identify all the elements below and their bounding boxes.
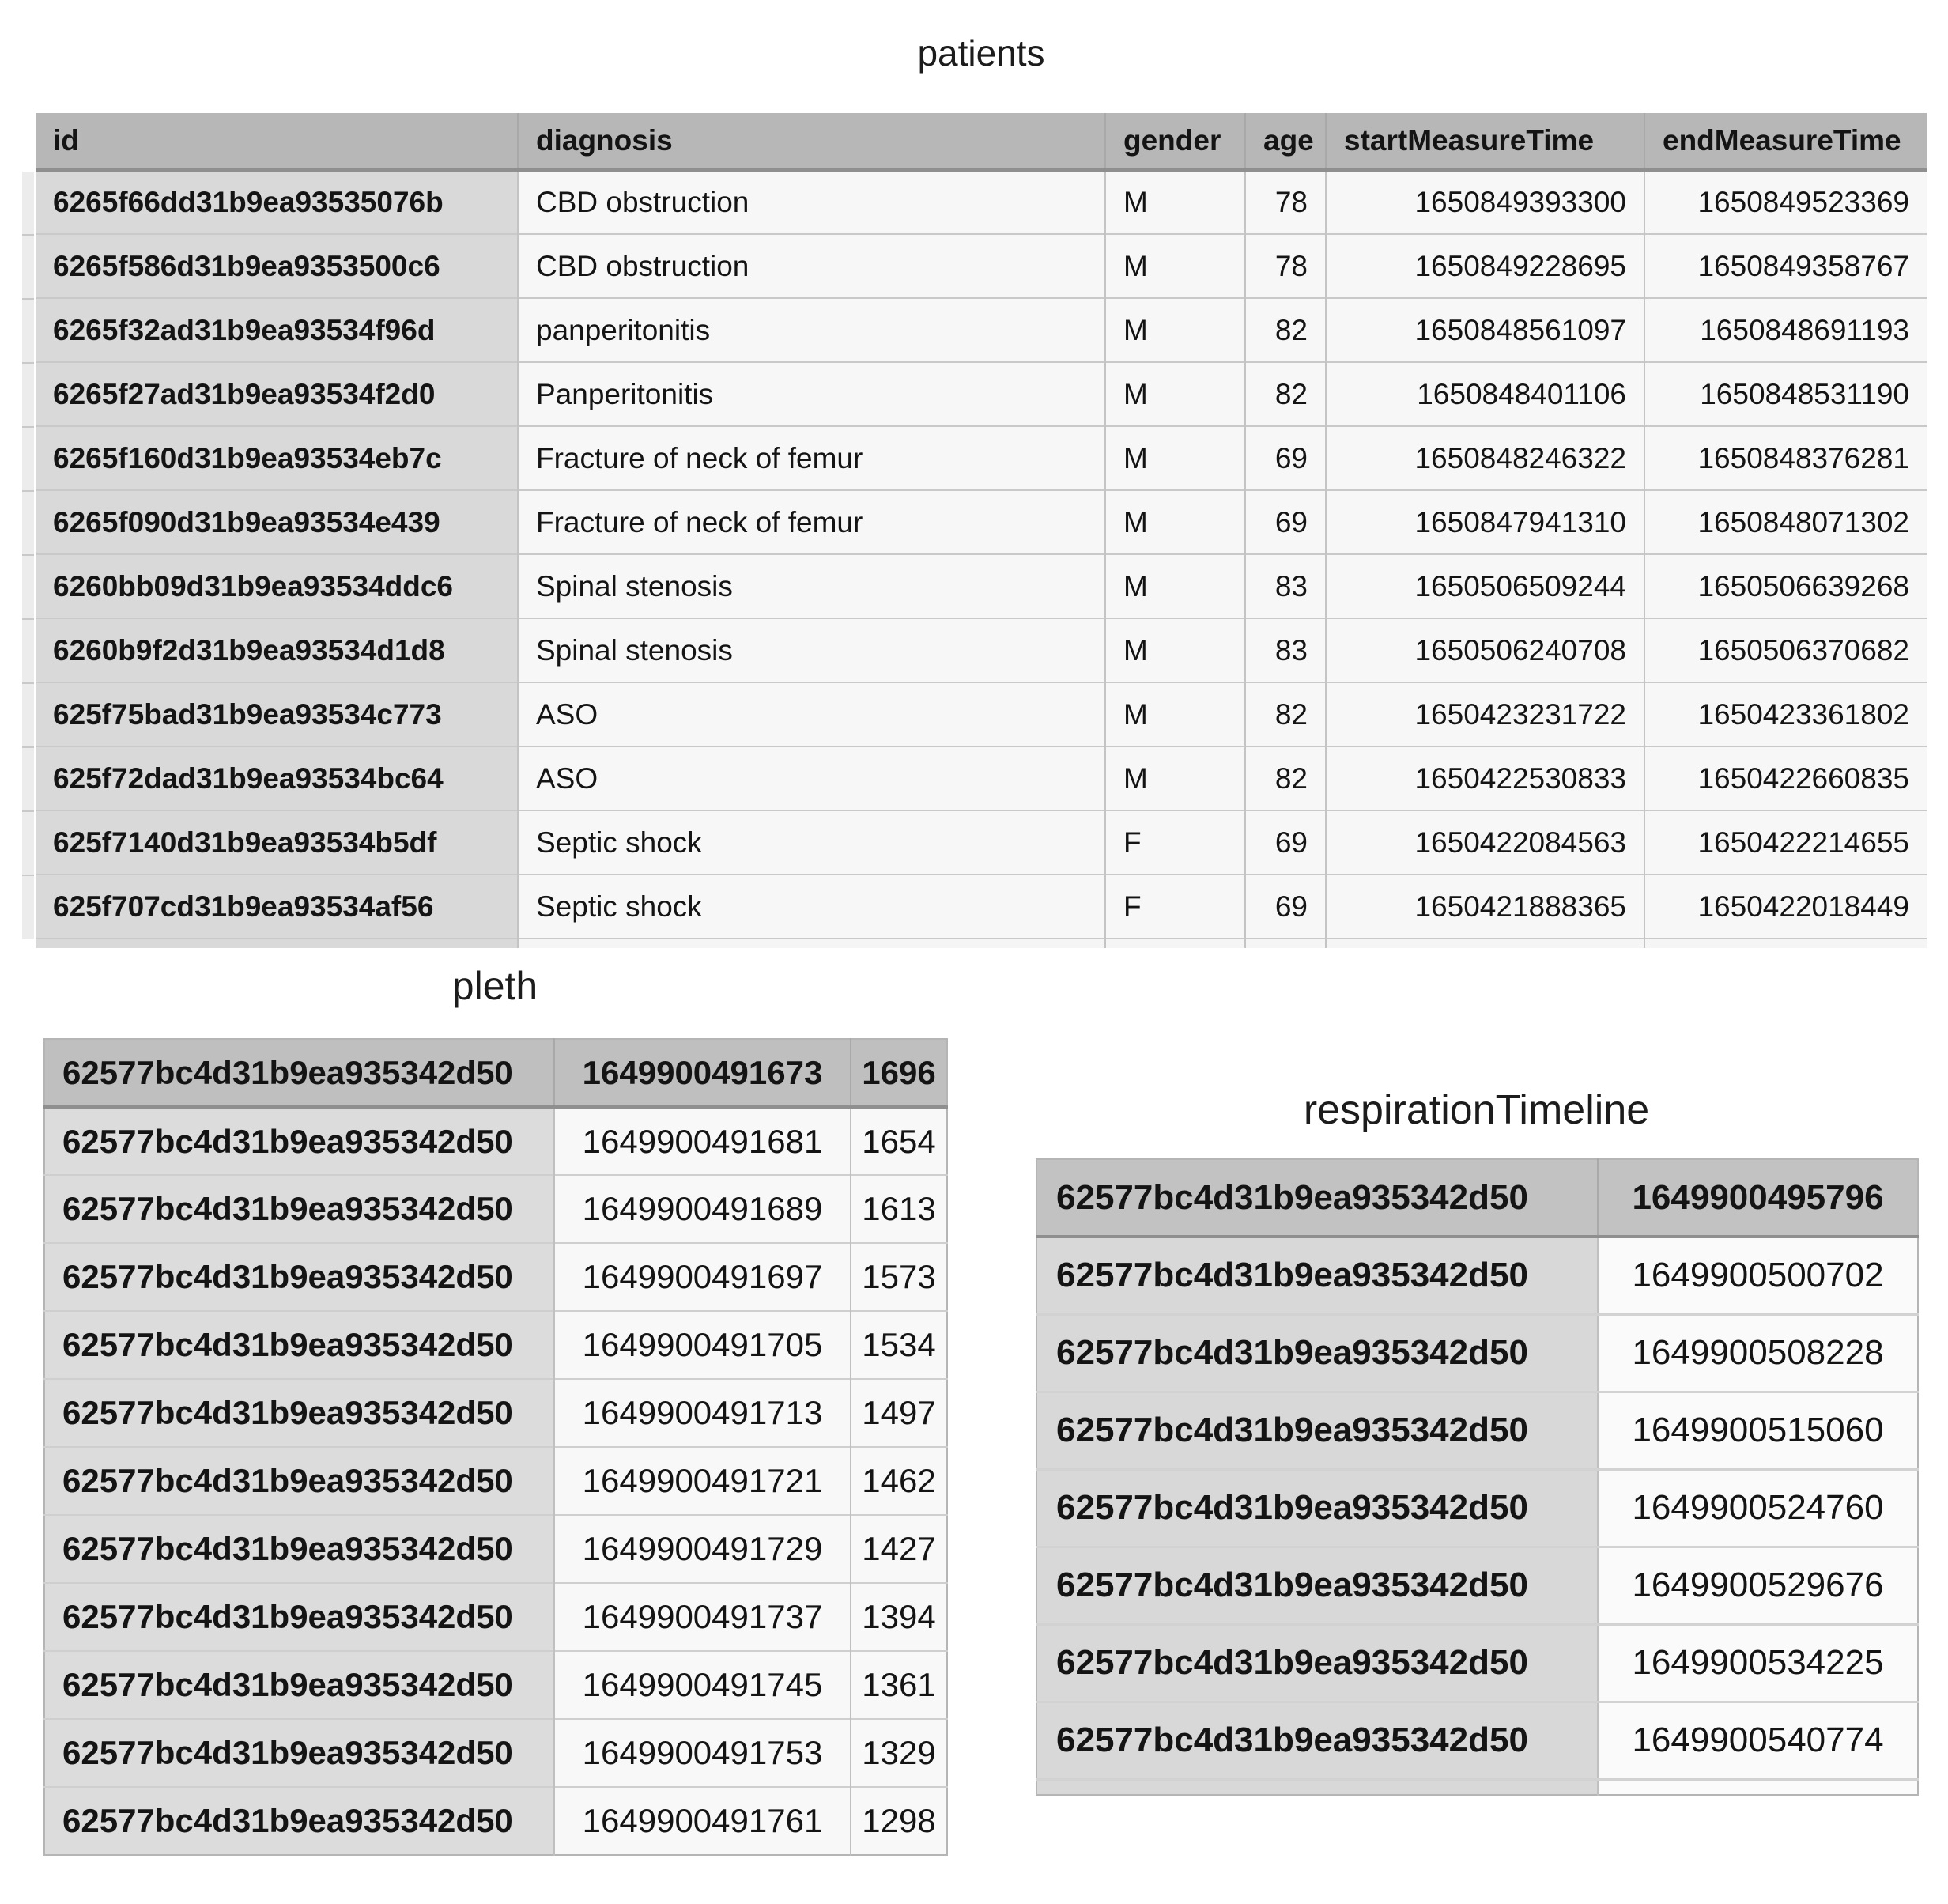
cell: 1649900529676 [1598,1547,1918,1624]
cell: 1650422018449 [1644,875,1927,939]
cell: 62577bc4d31b9ea935342d50 [1036,1237,1598,1314]
cell: M [1105,490,1245,554]
table-row [44,1243,947,1311]
cell: 1649900491729 [554,1515,851,1583]
cell: 1649900491697 [554,1243,851,1311]
cell: M [1105,426,1245,490]
cell: 1573 [851,1243,947,1311]
cell: 1650422530833 [1326,746,1644,810]
table-row [36,746,1927,810]
cell: 625f72dad31b9ea93534bc64 [36,746,518,810]
pleth-table [43,1038,948,1856]
cell: Fracture of neck of femur [518,490,1105,554]
header-row [1036,1159,1918,1237]
cell: 1650849358767 [1644,234,1927,298]
cell: 6260bb09d31b9ea93534ddc6 [36,554,518,618]
cell: CBD obstruction [518,170,1105,234]
cell: 1394 [851,1583,947,1651]
cell: 1650421888365 [1326,875,1644,939]
cell: 625f75bad31b9ea93534c773 [36,682,518,746]
pleth-table-body [44,1107,947,1855]
table-row [36,170,1927,234]
cell: 1650423231722 [1326,682,1644,746]
cell [518,939,1105,948]
cell: ASO [518,746,1105,810]
cell: 62577bc4d31b9ea935342d50 [44,1787,554,1855]
cell: 1649900491721 [554,1447,851,1515]
cell: Fracture of neck of femur [518,426,1105,490]
pleth-table-header [44,1039,947,1107]
cell: 1649900508228 [1598,1314,1918,1392]
cell: 1649900500702 [1598,1237,1918,1314]
cell: 62577bc4d31b9ea935342d50 [44,1651,554,1719]
cell: 82 [1245,746,1326,810]
patients-table-header [36,113,1927,170]
cell: 1650848401106 [1326,362,1644,426]
cell: 1649900524760 [1598,1469,1918,1547]
cell: 82 [1245,298,1326,362]
respiration-timeline-table-body [1036,1237,1918,1779]
cell [1326,939,1644,948]
header-cell: startMeasureTime [1326,113,1644,170]
cell: 62577bc4d31b9ea935342d50 [44,1379,554,1447]
cell: F [1105,875,1245,939]
cell: 69 [1245,810,1326,875]
cell: 1650506240708 [1326,618,1644,682]
header-cell: 62577bc4d31b9ea935342d50 [1036,1159,1598,1237]
cell: 1361 [851,1651,947,1719]
patients-table [36,113,1927,948]
cell: 1650848691193 [1644,298,1927,362]
cell: 1650848561097 [1326,298,1644,362]
cell: 78 [1245,234,1326,298]
cell: 1650849228695 [1326,234,1644,298]
cell: 62577bc4d31b9ea935342d50 [44,1107,554,1175]
cell: 62577bc4d31b9ea935342d50 [44,1515,554,1583]
cell [1245,939,1326,948]
cell: M [1105,298,1245,362]
cell: 78 [1245,170,1326,234]
cell: Spinal stenosis [518,554,1105,618]
cell: 6265f586d31b9ea9353500c6 [36,234,518,298]
patients-cutoff-row [36,939,1927,948]
cell: 6260b9f2d31b9ea93534d1d8 [36,618,518,682]
cell [1105,939,1245,948]
cell: 62577bc4d31b9ea935342d50 [1036,1469,1598,1547]
cell: Spinal stenosis [518,618,1105,682]
respiration-timeline-table-header [1036,1159,1918,1237]
cell: 62577bc4d31b9ea935342d50 [44,1583,554,1651]
cell: M [1105,170,1245,234]
cell: 1649900491753 [554,1719,851,1787]
header-cell: 62577bc4d31b9ea935342d50 [44,1039,554,1107]
cell: 1427 [851,1515,947,1583]
table-row [36,810,1927,875]
cell: 1534 [851,1311,947,1379]
header-cell: id [36,113,518,170]
cell: M [1105,746,1245,810]
pleth-table-title: pleth [451,964,538,1008]
table-row [1036,1469,1918,1547]
table-row [36,554,1927,618]
table-row [44,1379,947,1447]
respiration-timeline-table [1036,1158,1919,1796]
cell: 6265f27ad31b9ea93534f2d0 [36,362,518,426]
cell: 1650506639268 [1644,554,1927,618]
table-row [44,1515,947,1583]
cell: 1649900491761 [554,1787,851,1855]
table-row [1036,1237,1918,1314]
cell: F [1105,810,1245,875]
table-row [44,1719,947,1787]
table-row [36,362,1927,426]
cell: M [1105,554,1245,618]
cell: 1650506509244 [1326,554,1644,618]
table-row [1036,1624,1918,1702]
cell: 1298 [851,1787,947,1855]
cutoff-left-column-strip [22,172,34,939]
cell: 62577bc4d31b9ea935342d50 [44,1719,554,1787]
cell: 1650423361802 [1644,682,1927,746]
cell: 1650506370682 [1644,618,1927,682]
cell: 62577bc4d31b9ea935342d50 [1036,1702,1598,1779]
header-cell: endMeasureTime [1644,113,1927,170]
cell: M [1105,362,1245,426]
cell: 62577bc4d31b9ea935342d50 [44,1175,554,1243]
header-cell: 1649900491673 [554,1039,851,1107]
cell: 69 [1245,426,1326,490]
table-row [44,1583,947,1651]
cell: 625f7140d31b9ea93534b5df [36,810,518,875]
table-row [1036,1392,1918,1469]
header-row [36,113,1927,170]
cell: 1497 [851,1379,947,1447]
cell: 1650422660835 [1644,746,1927,810]
cell: 62577bc4d31b9ea935342d50 [1036,1392,1598,1469]
patients-table-title: patients [917,32,1045,74]
cell: 1650422084563 [1326,810,1644,875]
table-row [36,618,1927,682]
cell: 1649900491681 [554,1107,851,1175]
cell: CBD obstruction [518,234,1105,298]
cell: M [1105,234,1245,298]
header-cell: 1649900495796 [1598,1159,1918,1237]
header-row [44,1039,947,1107]
table-row [44,1787,947,1855]
cell: Septic shock [518,810,1105,875]
header-cell: age [1245,113,1326,170]
cell: Panperitonitis [518,362,1105,426]
table-row [36,426,1927,490]
table-row [44,1447,947,1515]
patients-table-body [36,170,1927,939]
cell: Septic shock [518,875,1105,939]
table-row [44,1175,947,1243]
cell: 62577bc4d31b9ea935342d50 [1036,1314,1598,1392]
cell: 1649900491737 [554,1583,851,1651]
cell: 62577bc4d31b9ea935342d50 [44,1447,554,1515]
cell: 82 [1245,362,1326,426]
cell: 1650848071302 [1644,490,1927,554]
cell: 1650422214655 [1644,810,1927,875]
cell: M [1105,618,1245,682]
cell: 62577bc4d31b9ea935342d50 [44,1311,554,1379]
cell: panperitonitis [518,298,1105,362]
cell: 1649900534225 [1598,1624,1918,1702]
cell: 62577bc4d31b9ea935342d50 [1036,1624,1598,1702]
table-row [36,875,1927,939]
cell: 83 [1245,554,1326,618]
table-row [44,1651,947,1719]
table-row [1036,1547,1918,1624]
cell: 1649900540774 [1598,1702,1918,1779]
cell: 6265f160d31b9ea93534eb7c [36,426,518,490]
respiration-timeline-table-title: respirationTimeline [1303,1087,1650,1133]
cell: 62577bc4d31b9ea935342d50 [44,1243,554,1311]
cell: 1654 [851,1107,947,1175]
cell: 1649900491705 [554,1311,851,1379]
cell: 625f707cd31b9ea93534af56 [36,875,518,939]
header-cell: gender [1105,113,1245,170]
table-row [36,490,1927,554]
cutoff-row [36,939,1927,948]
cell: M [1105,682,1245,746]
cell: 1613 [851,1175,947,1243]
cell: 6265f32ad31b9ea93534f96d [36,298,518,362]
cell: 1650849393300 [1326,170,1644,234]
cell: 1649900491713 [554,1379,851,1447]
cell: 1650848246322 [1326,426,1644,490]
table-row [1036,1314,1918,1392]
cell: 1650849523369 [1644,170,1927,234]
cell [1598,1779,1918,1795]
cell: 6265f090d31b9ea93534e439 [36,490,518,554]
cell: 1650848376281 [1644,426,1927,490]
cell: 1649900491689 [554,1175,851,1243]
cell: 1649900515060 [1598,1392,1918,1469]
cell: 82 [1245,682,1326,746]
cell: 83 [1245,618,1326,682]
cell [1644,939,1927,948]
table-row [36,234,1927,298]
table-row [44,1311,947,1379]
cell: 1650847941310 [1326,490,1644,554]
cell: ASO [518,682,1105,746]
header-cell: diagnosis [518,113,1105,170]
table-row [36,682,1927,746]
cell [36,939,518,948]
respiration-timeline-cutoff-row [1036,1779,1918,1795]
table-row [44,1107,947,1175]
table-row [36,298,1927,362]
cell: 1462 [851,1447,947,1515]
cell: 1650848531190 [1644,362,1927,426]
cell: 6265f66dd31b9ea93535076b [36,170,518,234]
table-row [1036,1702,1918,1779]
cell: 69 [1245,875,1326,939]
header-cell: 1696 [851,1039,947,1107]
cell: 69 [1245,490,1326,554]
cell: 62577bc4d31b9ea935342d50 [1036,1547,1598,1624]
cutoff-row [1036,1779,1918,1795]
cell [1036,1779,1598,1795]
cell: 1329 [851,1719,947,1787]
cell: 1649900491745 [554,1651,851,1719]
